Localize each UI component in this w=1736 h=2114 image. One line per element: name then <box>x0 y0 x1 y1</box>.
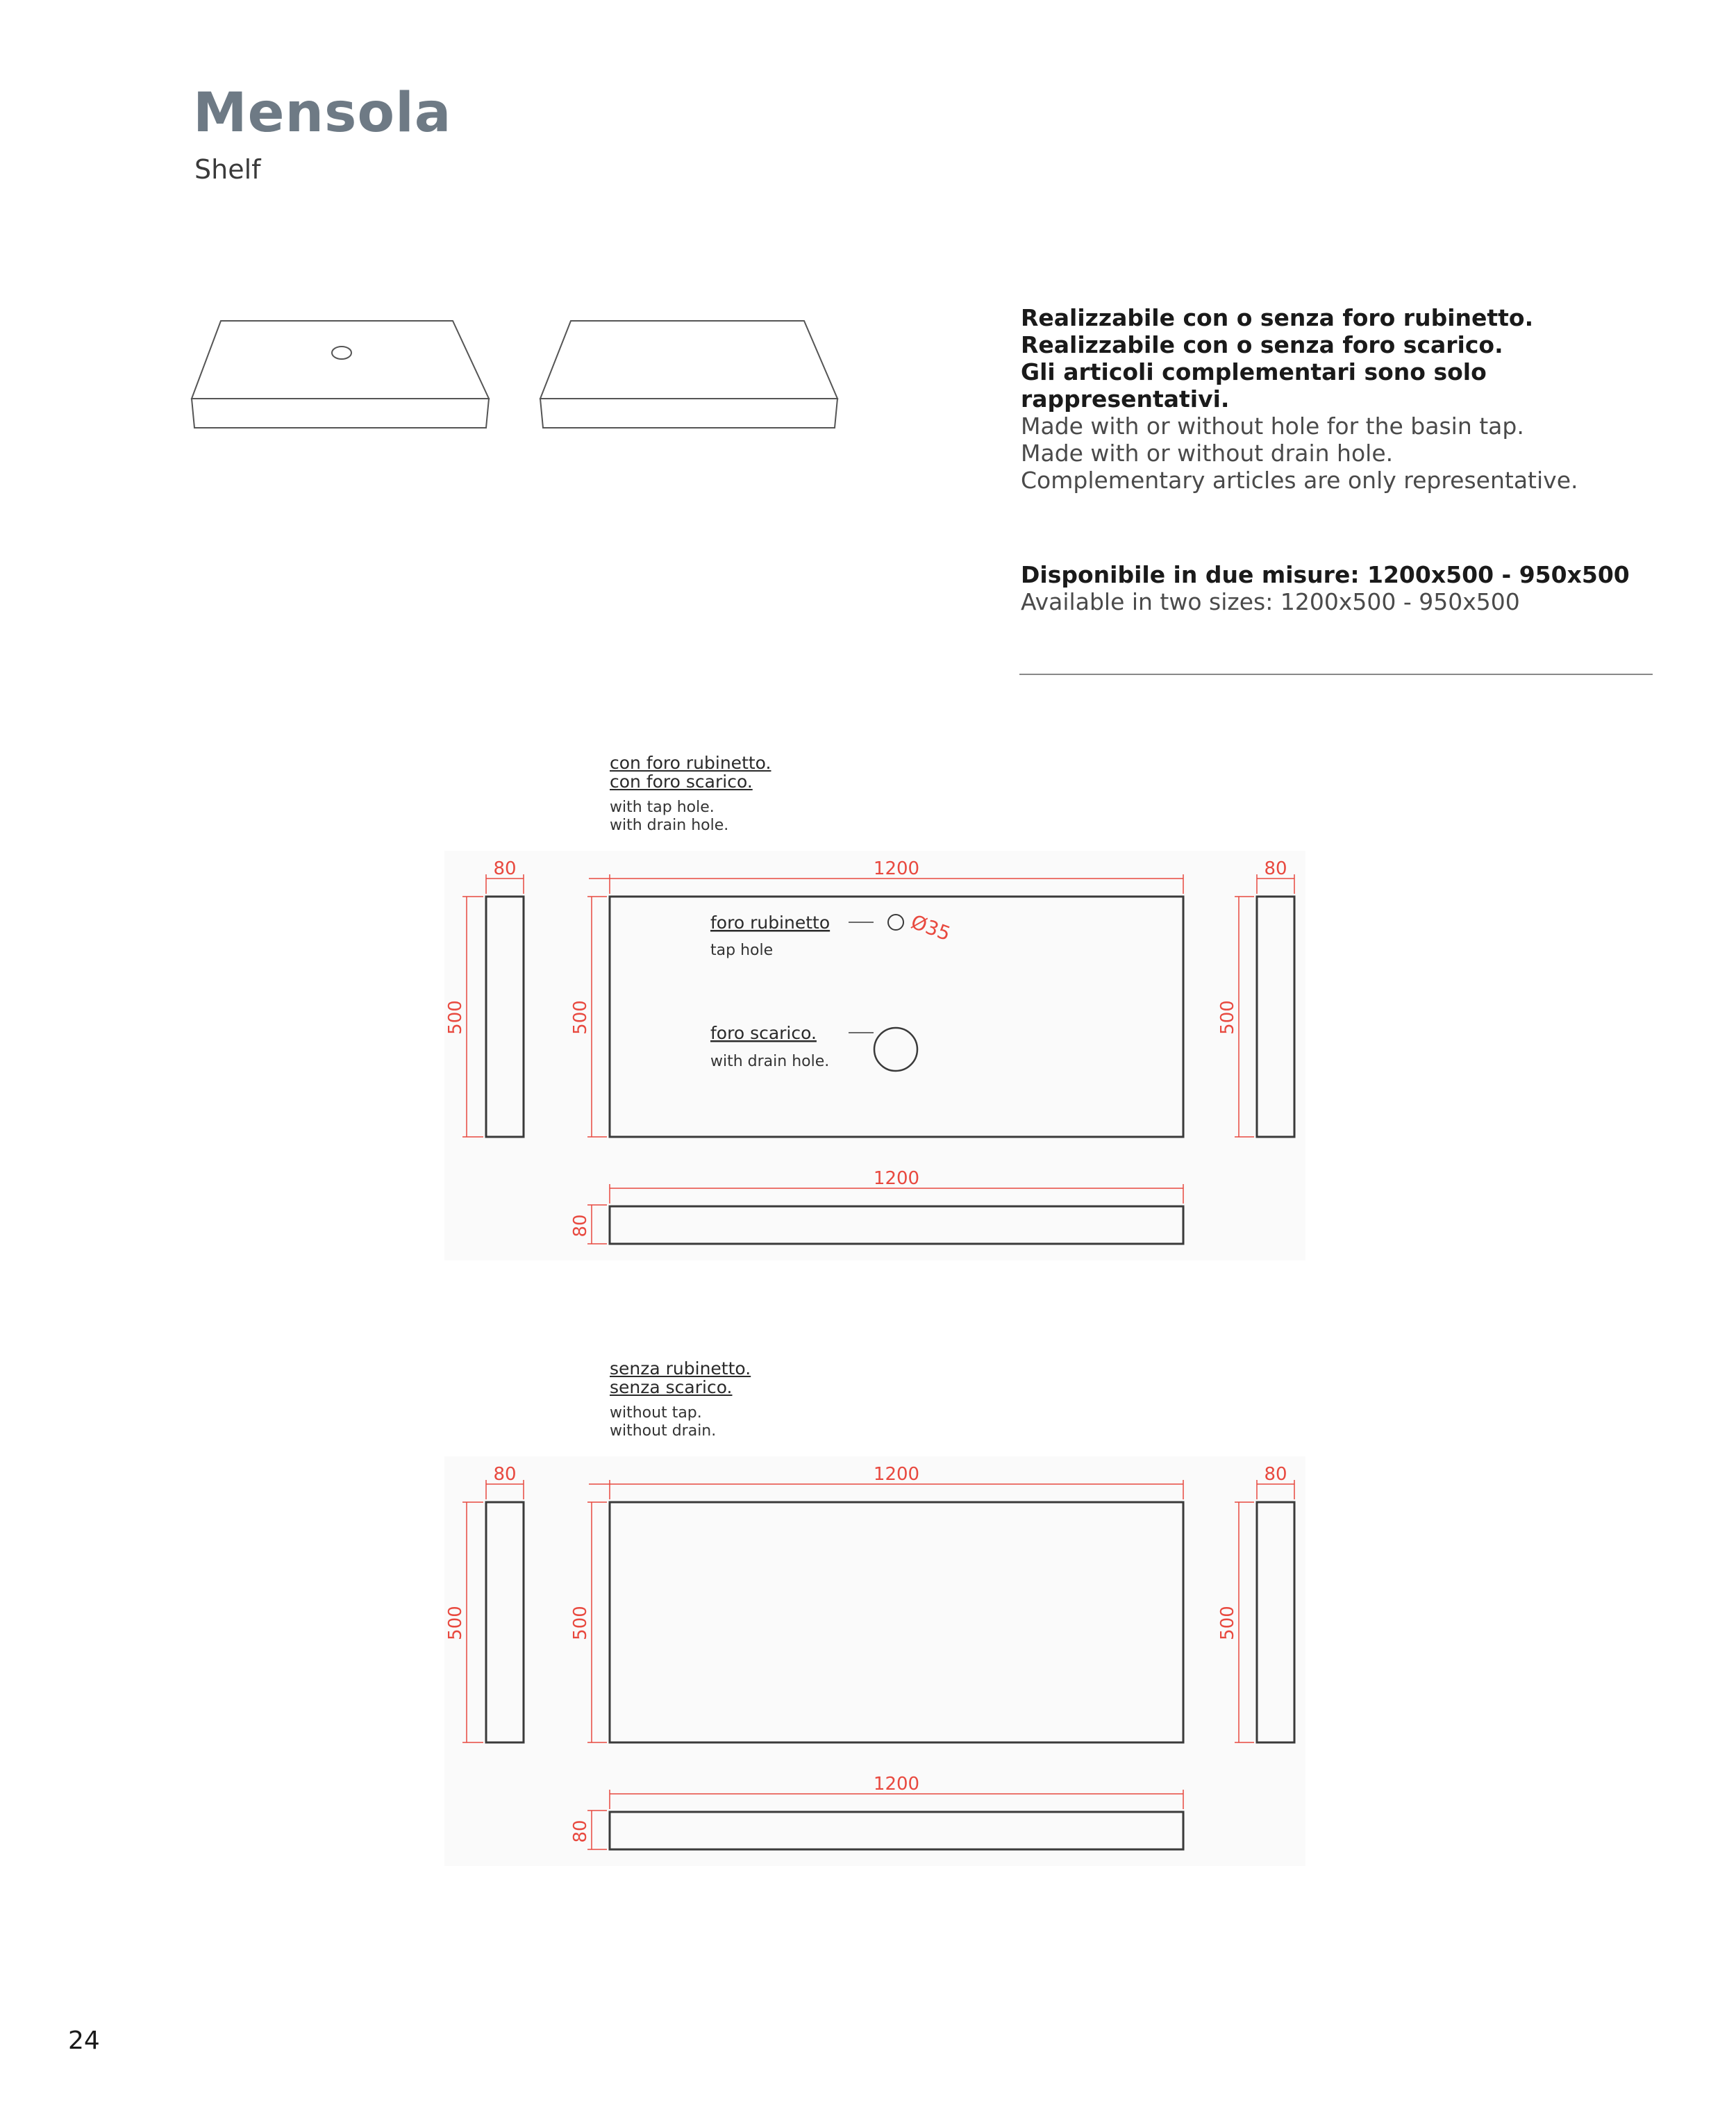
shelf-without-hole-sketch <box>540 321 837 428</box>
dim-top-width: 1200 <box>873 858 920 879</box>
drain-hole-label-en: with drain hole. <box>710 1053 830 1070</box>
note-it-drain: Realizzabile con o senza foro scarico. <box>1021 331 1503 358</box>
dim-right-thickness: 80 <box>1264 858 1287 879</box>
dim-front-width: 1200 <box>873 1168 920 1189</box>
dim-top-depth: 500 <box>570 1606 591 1640</box>
caption-en-tap: with tap hole. <box>610 799 715 816</box>
available-sizes <box>1021 561 1687 615</box>
caption-with-holes-en <box>610 799 728 835</box>
note-it-tap: Realizzabile con o senza foro rubinetto. <box>1021 304 1534 331</box>
dim-front-thickness: 80 <box>570 1820 591 1843</box>
caption-with-holes <box>610 754 771 791</box>
caption-without-holes <box>610 1359 751 1397</box>
product-notes <box>1021 304 1687 494</box>
dim-right-thickness: 80 <box>1264 1464 1287 1485</box>
tap-hole-label-en: tap hole <box>710 942 774 959</box>
dim-left-thickness: 80 <box>493 1464 517 1485</box>
dim-right-depth: 500 <box>1217 1606 1238 1640</box>
divider <box>1019 674 1653 675</box>
page-number: 24 <box>68 2026 100 2055</box>
page-title: Mensola <box>193 82 452 144</box>
page-subtitle: Shelf <box>194 154 261 185</box>
note-en-drain: Made with or without drain hole. <box>1021 440 1394 467</box>
tap-diameter-label: Ø35 <box>908 910 954 946</box>
note-en-complementary: Complementary articles are only representative. <box>1021 467 1578 494</box>
shelf-with-hole-sketch <box>192 321 489 428</box>
dim-top-width: 1200 <box>873 1464 920 1485</box>
sizes-it: Disponibile in due misure: 1200x500 - 950x500 <box>1021 561 1630 588</box>
tap-hole-label-it: foro rubinetto <box>710 913 831 933</box>
caption-en-drain: with drain hole. <box>610 817 729 834</box>
caption-it-drain: con foro scarico. <box>610 772 753 792</box>
note-en-tap: Made with or without hole for the basin tap. <box>1021 413 1524 440</box>
dim-front-thickness: 80 <box>570 1214 591 1238</box>
technical-drawing-without-holes <box>444 1456 1305 1866</box>
caption-it-tap: con foro rubinetto. <box>610 753 771 773</box>
caption2-en-tap: without tap. <box>610 1404 702 1422</box>
note-it-complementary: Gli articoli complementari sono solo rappresentativi. <box>1021 358 1487 413</box>
sizes-en: Available in two sizes: 1200x500 - 950x500 <box>1021 588 1520 615</box>
caption2-it-tap: senza rubinetto. <box>610 1358 751 1379</box>
caption2-it-drain: senza scarico. <box>610 1377 733 1397</box>
drain-hole-label-it: foro scarico. <box>710 1023 817 1043</box>
dim-left-depth: 500 <box>445 1000 466 1035</box>
dim-left-depth: 500 <box>445 1606 466 1640</box>
dim-right-depth: 500 <box>1217 1000 1238 1035</box>
product-sketches <box>187 313 847 438</box>
dim-left-thickness: 80 <box>493 858 517 879</box>
technical-drawing-with-holes <box>444 851 1305 1260</box>
dim-front-width: 1200 <box>873 1774 920 1795</box>
caption2-en-drain: without drain. <box>610 1422 717 1440</box>
caption-without-holes-en <box>610 1404 716 1440</box>
dim-top-depth: 500 <box>570 1000 591 1035</box>
